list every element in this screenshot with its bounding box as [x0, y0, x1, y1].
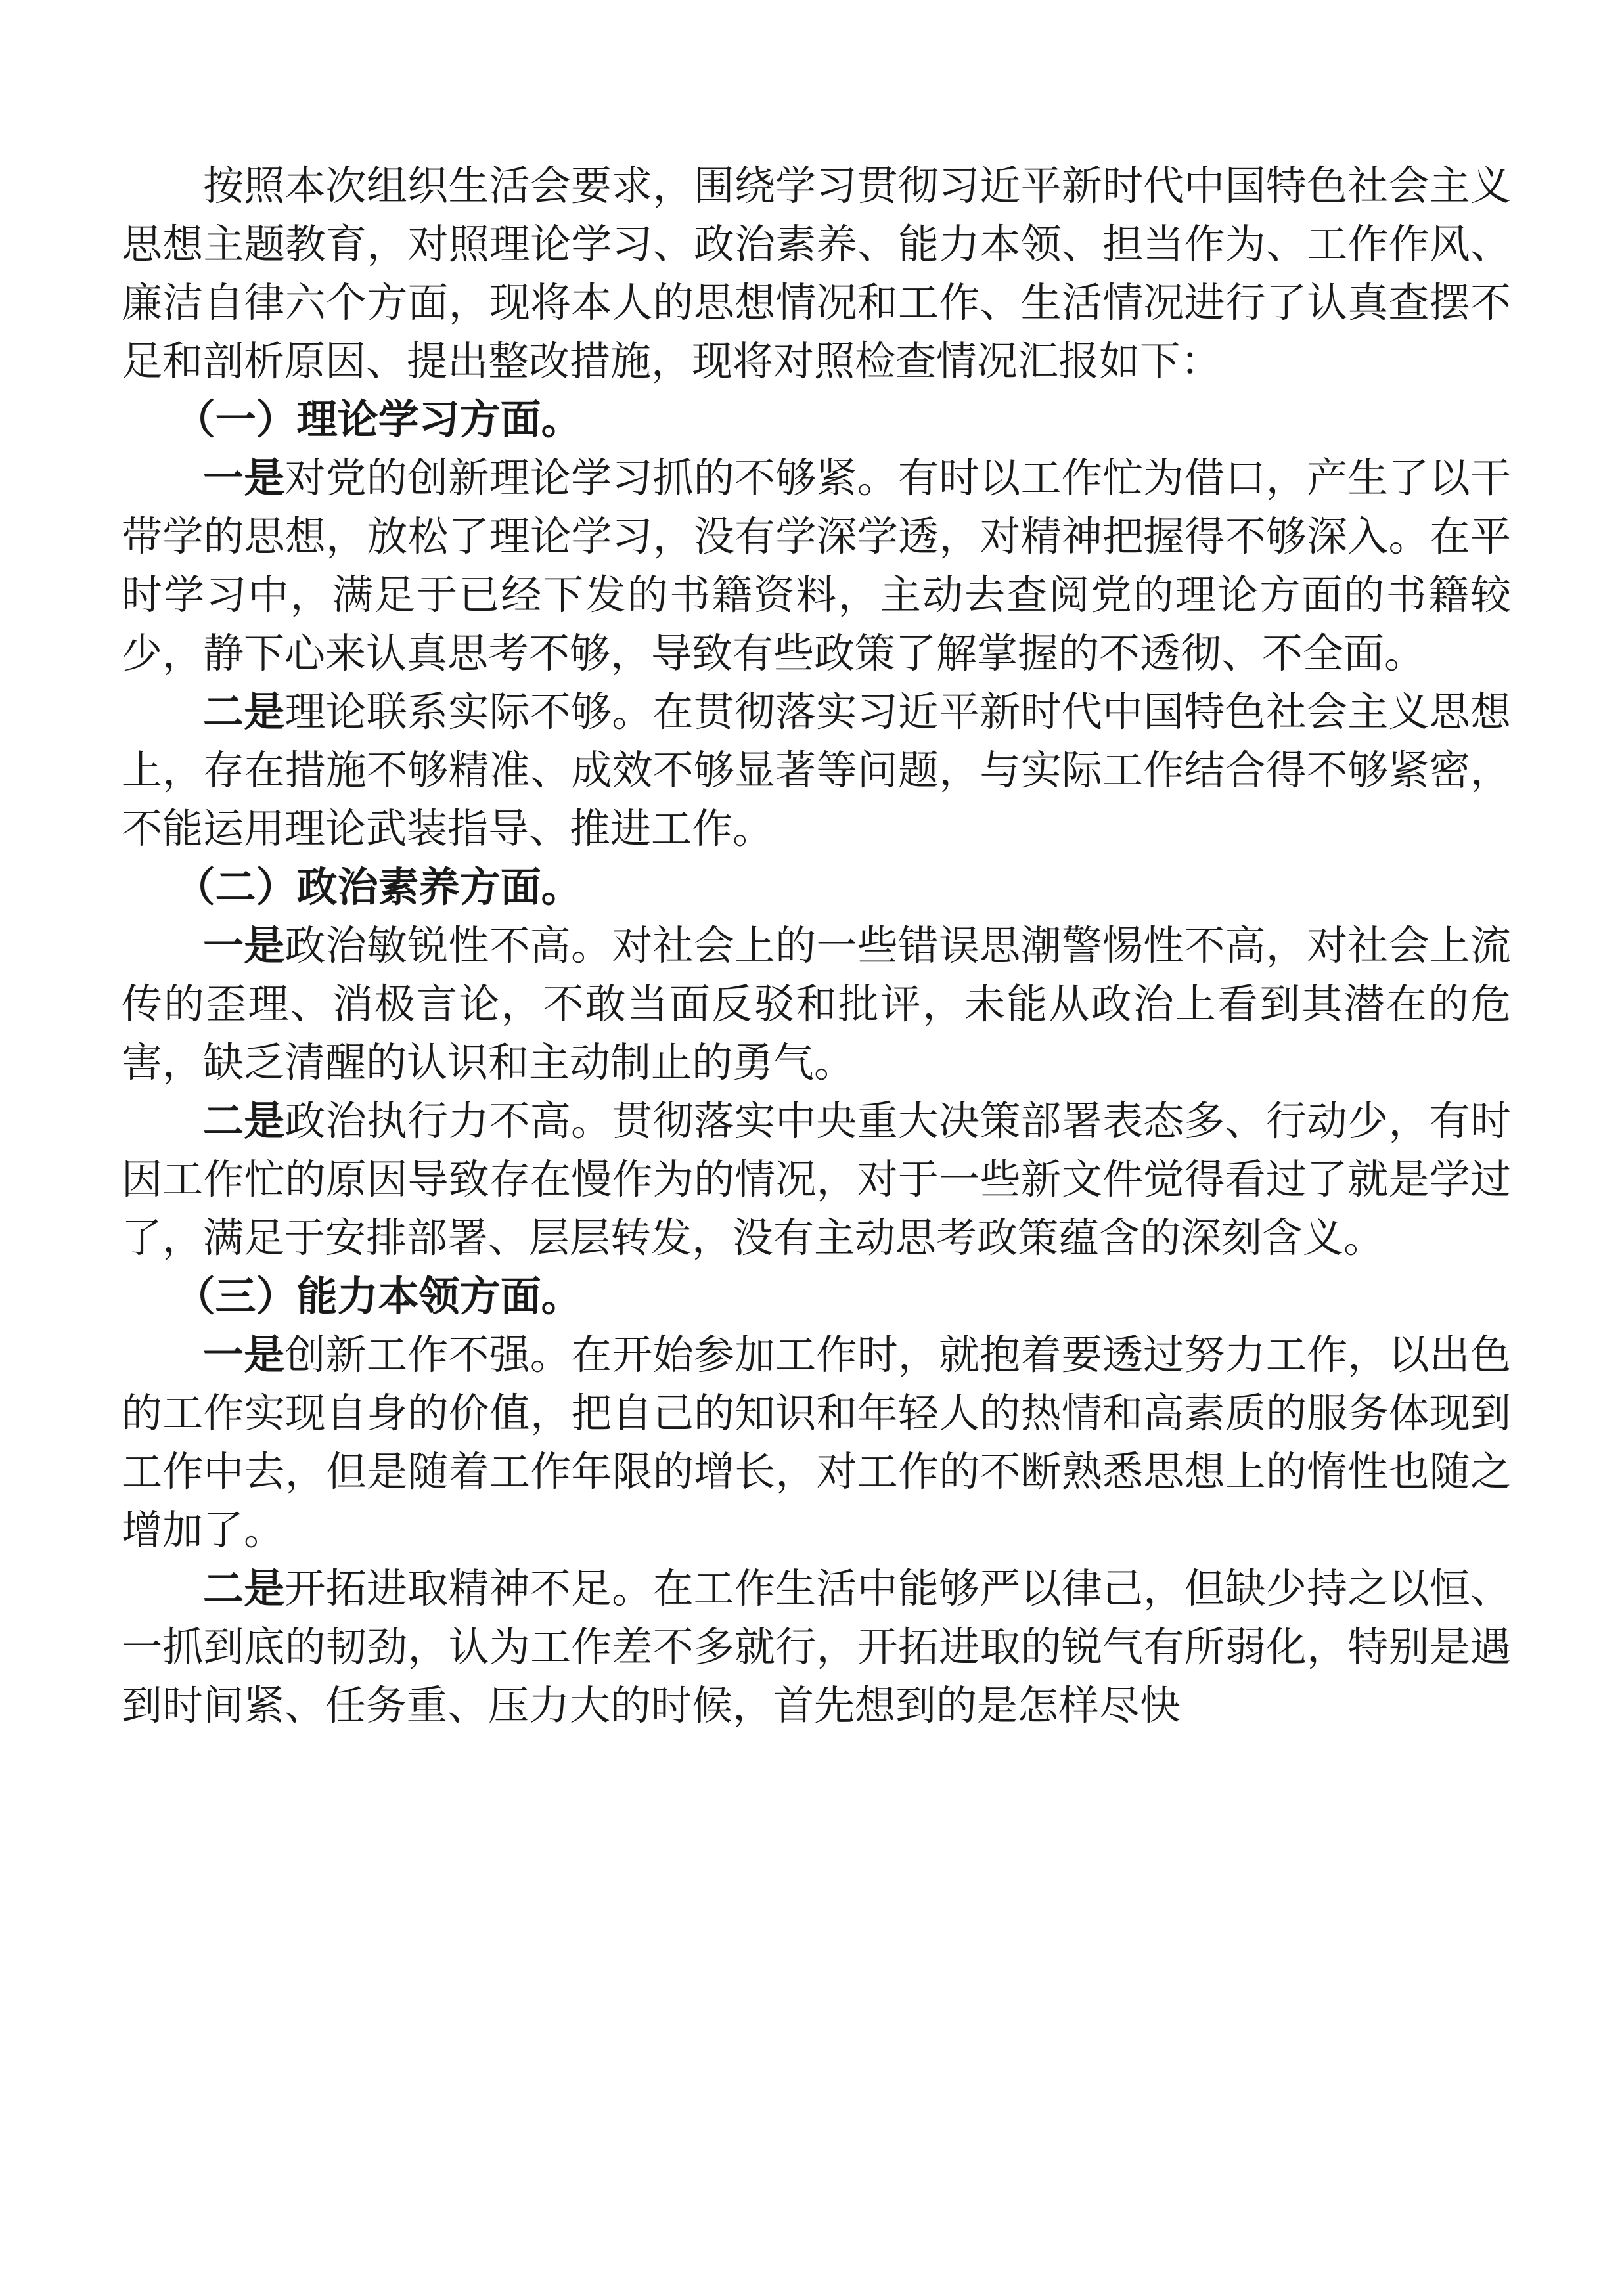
- paragraph-text: 政治敏锐性不高。对社会上的一些错误思潮警惕性不高，对社会上流传的歪理、消极言论，不敢当面反驳和批评，未能从政治上看到其潜在的危害，缺乏清醒的认识和主动制止的勇气。: [122, 921, 1511, 1086]
- paragraph-lead: 一是: [203, 1331, 285, 1379]
- paragraph: [122, 1092, 1511, 1267]
- section-heading-ability: （三）能力本领方面。: [174, 1272, 582, 1320]
- document-body: [122, 156, 1511, 1734]
- intro-paragraph: 按照本次组织生活会要求，围绕学习贯彻习近平新时代中国特色社会主义思想主题教育，对照理论学习、政治素养、能力本领、担当作为、工作作风、廉洁自律六个方面，现将本人的思想情况和工作、生活情况进行了认真查摆不足和剖析原因、提出整改措施，现将对照检查情况汇报如下：: [122, 162, 1511, 385]
- paragraph-lead: 二是: [203, 1097, 285, 1145]
- paragraph-text: 政治执行力不高。贯彻落实中央重大决策部署表态多、行动少，有时因工作忙的原因导致存在慢作为的情况，对于一些新文件觉得看过了就是学过了，满足于安排部署、层层转发，没有主动思考政策蕴含的深刻含义。: [122, 1097, 1511, 1262]
- paragraph-lead: 二是: [203, 688, 285, 736]
- paragraph-text: 开拓进取精神不足。在工作生活中能够严以律己，但缺少持之以恒、一抓到底的韧劲，认为工作差不多就行，开拓进取的锐气有所弱化，特别是遇到时间紧、任务重、压力大的时候，首先想到的是怎样尽快: [122, 1564, 1511, 1729]
- paragraph-lead: 一是: [203, 921, 285, 969]
- paragraph: [122, 682, 1511, 858]
- section-heading-theory: （一）理论学习方面。: [174, 395, 582, 443]
- paragraph: [122, 1325, 1511, 1559]
- paragraph: [122, 449, 1511, 682]
- section-heading-politics: （二）政治素养方面。: [174, 863, 582, 911]
- paragraph-text: 理论联系实际不够。在贯彻落实习近平新时代中国特色社会主义思想上，存在措施不够精准、成效不够显著等问题，与实际工作结合得不够紧密，不能运用理论武装指导、推进工作。: [122, 688, 1511, 852]
- paragraph: [122, 1559, 1511, 1734]
- paragraph-lead: 一是: [203, 454, 285, 502]
- paragraph: [122, 916, 1511, 1092]
- paragraph-text: 创新工作不强。在开始参加工作时，就抱着要透过努力工作，以出色的工作实现自身的价值，把自己的知识和年轻人的热情和高素质的服务体现到工作中去，但是随着工作年限的增长，对工作的不断熟悉思想上的惰性也随之增加了。: [122, 1331, 1511, 1554]
- paragraph-lead: 二是: [203, 1564, 285, 1612]
- paragraph-text: 对党的创新理论学习抓的不够紧。有时以工作忙为借口，产生了以干带学的思想，放松了理论学习，没有学深学透，对精神把握得不够深入。在平时学习中，满足于已经下发的书籍资料，主动去查阅党的理论方面的书籍较少，静下心来认真思考不够，导致有些政策了解掌握的不透彻、不全面。: [122, 454, 1511, 677]
